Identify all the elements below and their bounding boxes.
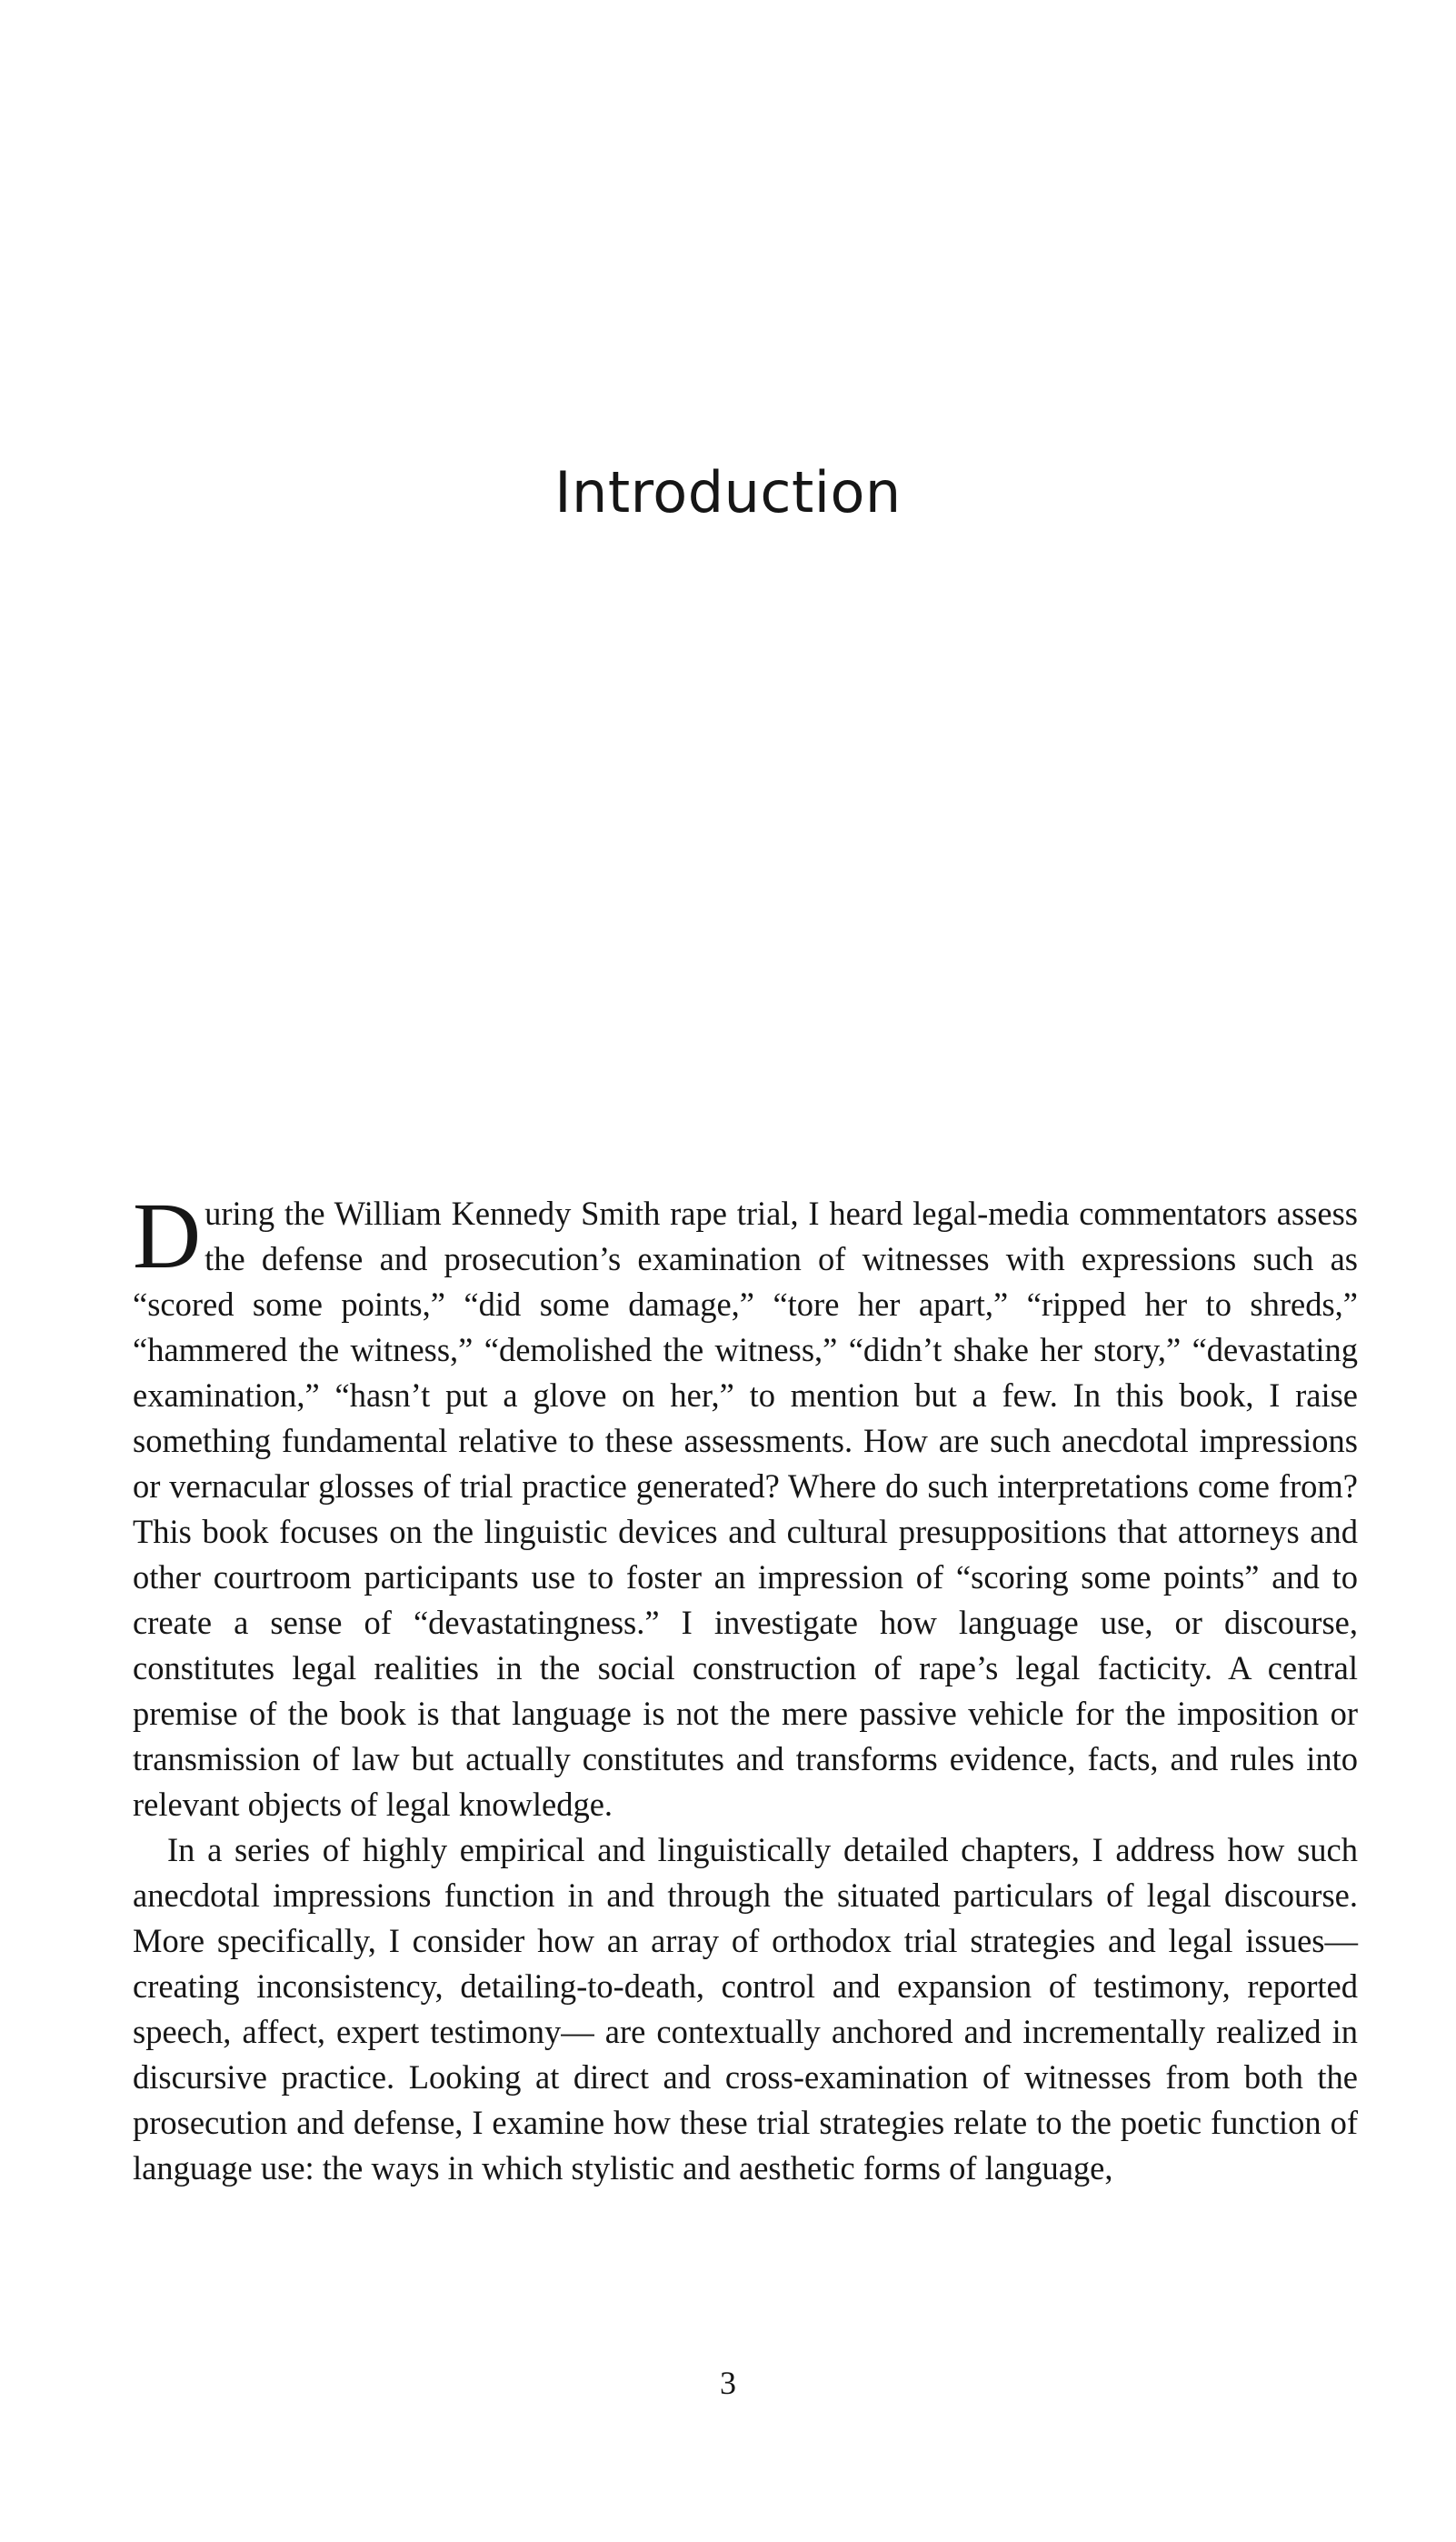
paragraph-1-text: uring the William Kennedy Smith rape trial, I heard legal-media commentators assess the defense and prosecution’s examination of witnesses with expressions such as “scored some points,” “did some damage,” “tore her apart,” “ripped her to shreds,” “hammered the witness,” “demolished the witness,” “didn’t shake her story,” “devastating examination,” “hasn’t put a glove on her,” to mention but a few. In this book, I raise something fundamental relative to these assessments. How are such anecdotal impressions or vernacular glosses of trial practice generated? Where do such interpretations come from? This book focuses on the linguistic devices and cultural presuppositions that attorneys and other courtroom participants use to foster an impression of “scoring some points” and to create a sense of “devastatingness.” I investigate how language use, or discourse, constitutes legal realities in the social construction of rape’s legal facticity. A central premise of the book is that language is not the mere passive vehicle for the imposition or transmission of law but actually constitutes and transforms evidence, facts, and rules into relevant objects of legal knowledge. <box>133 1195 1358 1823</box>
paragraph-2: In a series of highly empirical and linguistically detailed chapters, I address how such anecdotal impressions function in and through the situated particulars of legal discourse. More specifically, I consider how an array of orthodox trial strategies and legal issues—creating inconsistency, detailing-to-death, control and expansion of testimony, reported speech, affect, expert testimony— are contextually anchored and incrementally realized in discursive practice. Looking at direct and cross-examination of witnesses from both the prosecution and defense, I examine how these trial strategies relate to the poetic function of language use: the ways in which stylistic and aesthetic forms of language, <box>133 1831 1358 2187</box>
page-number: 3 <box>720 2365 736 2401</box>
drop-cap: D <box>133 1184 202 1288</box>
body-text <box>133 1184 1358 2191</box>
paragraph-1 <box>133 1184 1358 1827</box>
chapter-title: Introduction <box>554 459 902 525</box>
